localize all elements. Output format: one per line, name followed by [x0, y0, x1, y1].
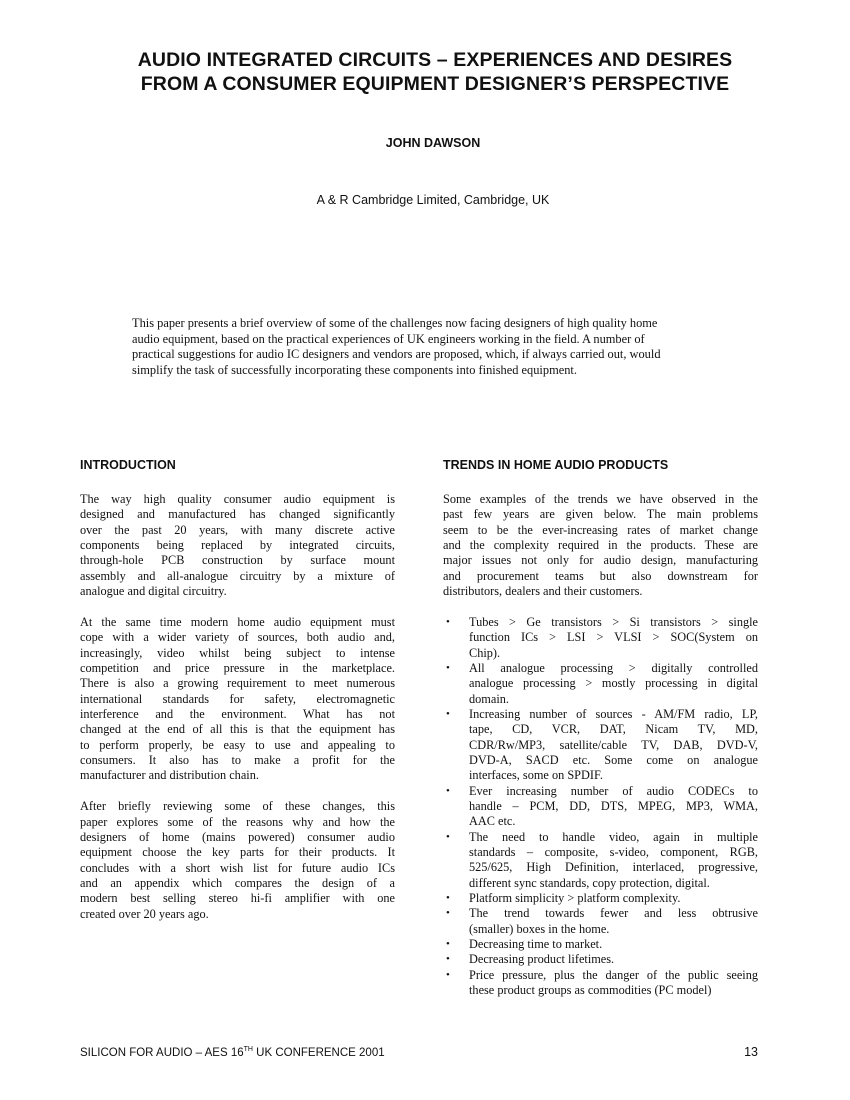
- trends-bullet-list: [443, 615, 758, 999]
- title-line-2: FROM A CONSUMER EQUIPMENT DESIGNER’S PERSPECTIVE: [140, 73, 730, 95]
- introduction-heading: INTRODUCTION: [80, 458, 176, 472]
- text-line: modern best selling stereo hi-fi amplifier with one: [80, 891, 395, 906]
- text-line: analogue and digital circuitry.: [80, 584, 227, 599]
- bullet-item: [443, 784, 758, 830]
- bullet-icon: •: [446, 784, 450, 797]
- footer-conference-pre: SILICON FOR AUDIO – AES 16: [80, 1046, 244, 1059]
- bullet-icon: •: [446, 968, 450, 981]
- text-line: The way high quality consumer audio equipment is: [80, 492, 395, 506]
- text-line: manufacturer and distribution chain.: [80, 768, 259, 783]
- text-line: distributors, dealers and their customers.: [443, 584, 643, 599]
- bullet-icon: •: [446, 615, 450, 628]
- text-line: and an appendix which compares the design of a: [80, 875, 395, 890]
- text-line: tape, CD, VCR, DAT, Nicam TV, MD,: [469, 722, 758, 737]
- introduction-paragraph-3: [80, 799, 395, 922]
- footer-conference-sup: TH: [243, 1046, 253, 1053]
- text-line: increasingly, video whilst being subject to intense: [80, 645, 395, 660]
- text-line: The need to handle video, again in multiple: [469, 829, 758, 844]
- text-line: equipment choose the key parts for their products. It: [80, 845, 395, 860]
- text-line: different sync standards, copy protection, digital.: [469, 875, 710, 890]
- text-line: Price pressure, plus the danger of the public seeing: [469, 967, 758, 982]
- introduction-paragraph-2: [80, 615, 395, 784]
- text-line: 525/625, High Definition, interlaced, progressive,: [469, 860, 758, 875]
- text-line: major issues not only for audio design, manufacturing: [443, 553, 758, 568]
- text-line: to perform properly, be easy to use and appealing to: [80, 737, 395, 752]
- text-line: handle – PCM, DD, DTS, MPEG, MP3, WMA,: [469, 799, 758, 814]
- text-line: components being replaced by integrated circuits,: [80, 538, 395, 553]
- left-column: [80, 458, 395, 937]
- bullet-icon: •: [446, 830, 450, 843]
- text-line: paper explores some of the reasons why and how the: [80, 814, 395, 829]
- paper-title: [40, 48, 830, 96]
- text-line: changed at the end of all this is that the equipment has: [80, 722, 395, 737]
- text-line: these product groups as commodities (PC model): [469, 983, 712, 998]
- bullet-icon: •: [446, 953, 450, 966]
- text-line: designers of home (mains powered) consumer audio: [80, 829, 395, 844]
- text-line: Decreasing product lifetimes.: [469, 952, 615, 967]
- text-line: assembly and all-analogue circuitry by a mixture of: [80, 568, 395, 583]
- bullet-item: [443, 707, 758, 784]
- trends-heading: TRENDS IN HOME AUDIO PRODUCTS: [443, 458, 669, 472]
- text-line: Increasing number of sources - AM/FM radio, LP,: [469, 706, 758, 721]
- text-line: international standards for safety, electromagnetic: [80, 691, 395, 706]
- bullet-item: [443, 661, 758, 707]
- text-line: cope with a wider variety of sources, both audio and,: [80, 630, 395, 645]
- bullet-item: [443, 906, 758, 937]
- text-line: interference and the environment. What has not: [80, 706, 395, 721]
- footer-conference-post: UK CONFERENCE 2001: [252, 1046, 385, 1059]
- text-line: past few years are given below. The main problems: [443, 507, 758, 522]
- abstract-line: simplify the task of successfully incorporating these components into finished equipment.: [132, 362, 577, 377]
- bullet-icon: •: [446, 661, 450, 674]
- bullet-icon: •: [446, 938, 450, 951]
- text-line: Platform simplicity > platform complexity.: [469, 891, 681, 906]
- abstract-line: This paper presents a brief overview of some of the challenges now facing designers of high quality home: [132, 316, 658, 330]
- text-line: function ICs > LSI > VLSI > SOC(System on: [469, 630, 758, 645]
- bullet-item: [443, 615, 758, 661]
- abstract-line: audio equipment, based on the practical experiences of UK engineers working in the field. A number of: [132, 331, 645, 346]
- bullet-icon: •: [446, 892, 450, 905]
- bullet-icon: •: [446, 907, 450, 920]
- text-line: seem to be the ever-increasing rates of market change: [443, 522, 758, 537]
- text-line: through-hole PCB construction by surface mount: [80, 553, 395, 568]
- text-line: (smaller) boxes in the home.: [469, 921, 610, 936]
- text-line: consumers. It also has to make a profit for the: [80, 753, 395, 767]
- bullet-item: [443, 937, 758, 952]
- title-line-1: AUDIO INTEGRATED CIRCUITS – EXPERIENCES AND DESIRES: [137, 49, 733, 71]
- right-column: [443, 458, 758, 999]
- text-line: and procurement teams but also downstream for: [443, 568, 758, 583]
- bullet-item: [443, 830, 758, 891]
- author-name: JOHN DAWSON: [385, 136, 481, 150]
- text-line: AAC etc.: [469, 814, 516, 829]
- text-line: At the same time modern home audio equipment must: [80, 614, 395, 629]
- text-line: There is also a growing requirement to meet numerous: [80, 676, 395, 691]
- text-line: All analogue processing > digitally controlled: [469, 660, 758, 675]
- text-line: Ever increasing number of audio CODECs to: [469, 783, 758, 798]
- text-line: The trend towards fewer and less obtrusive: [469, 906, 758, 921]
- text-line: concludes with a short wish list for future audio ICs: [80, 860, 395, 875]
- text-line: and the complexity required in the products. These are: [443, 538, 758, 553]
- text-line: designed and manufactured has changed significantly: [80, 507, 395, 522]
- text-line: Chip).: [469, 645, 501, 660]
- bullet-icon: •: [446, 707, 450, 720]
- text-line: created over 20 years ago.: [80, 906, 209, 921]
- text-line: over the past 20 years, with many discrete active: [80, 522, 395, 537]
- text-line: competition and price pressure in the marketplace.: [80, 660, 395, 675]
- bullet-item: [443, 968, 758, 999]
- page-number: 13: [744, 1045, 758, 1059]
- text-line: Tubes > Ge transistors > Si transistors > single: [469, 614, 758, 629]
- abstract-line: practical suggestions for audio IC designers and vendors are proposed, which, if always carried out, would: [132, 347, 661, 361]
- text-line: interfaces, some on SPDIF.: [469, 768, 603, 783]
- text-line: domain.: [469, 691, 509, 706]
- abstract: [132, 316, 742, 378]
- introduction-paragraph-1: [80, 492, 395, 599]
- text-line: After briefly reviewing some of these changes, this: [80, 799, 395, 814]
- text-line: DVD-A, SACD etc. Some come on analogue: [469, 753, 758, 767]
- text-line: standards – composite, s-video, component, RGB,: [469, 845, 758, 860]
- bullet-item: [443, 891, 758, 906]
- text-line: Some examples of the trends we have observed in the: [443, 492, 758, 506]
- bullet-item: [443, 952, 758, 967]
- text-line: Decreasing time to market.: [469, 937, 603, 952]
- author-affiliation: A & R Cambridge Limited, Cambridge, UK: [316, 193, 550, 207]
- text-line: CDR/Rw/MP3, satellite/cable TV, DAB, DVD-V,: [469, 737, 758, 752]
- trends-paragraph-1: [443, 492, 758, 599]
- text-line: analogue processing > mostly processing in digital: [469, 676, 758, 691]
- footer-conference: [80, 1046, 385, 1059]
